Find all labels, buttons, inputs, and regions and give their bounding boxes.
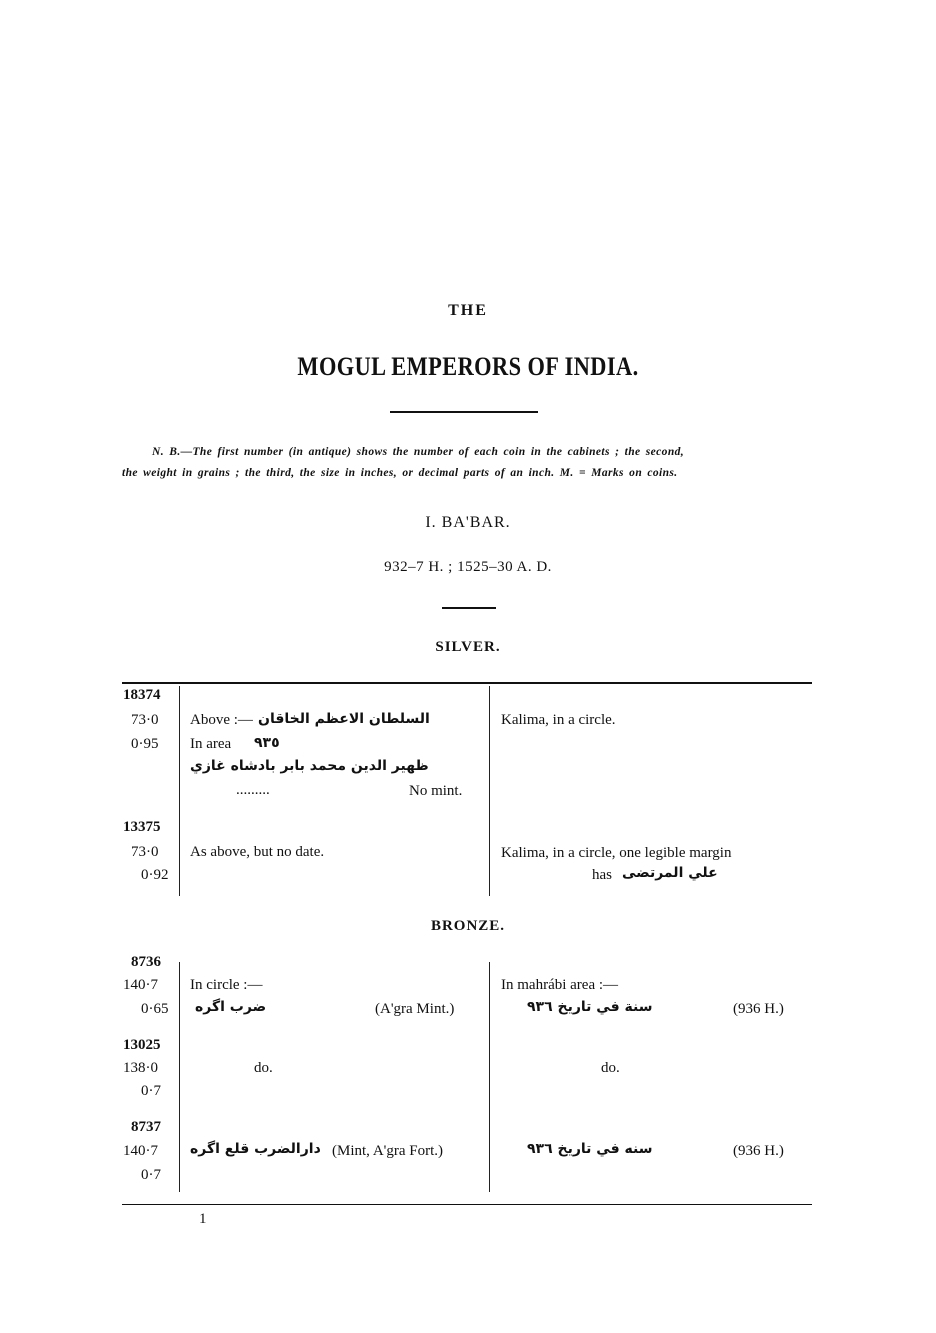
coin-number: 13375: [123, 819, 161, 835]
section-heading-silver: SILVER.: [435, 639, 501, 655]
area-arabic-legend: ظهير الدين محمد بابر بادشاه غازي: [190, 758, 429, 774]
obverse-description: As above, but no date.: [190, 844, 325, 860]
ellipsis-dots: .........: [236, 782, 270, 798]
ruler-heading: I. BA'BAR.: [425, 514, 511, 531]
coin-size: 0·7: [141, 1083, 161, 1099]
obverse-arabic-legend: ضرب اگره: [195, 999, 267, 1015]
dates-divider: [442, 607, 496, 609]
coin-number: 8736: [131, 954, 161, 970]
silver-col-divider-1: [179, 686, 180, 896]
footer-rule: [122, 1204, 812, 1205]
coin-weight: 138·0: [123, 1060, 158, 1076]
coin-size: 0·92: [141, 867, 169, 883]
reverse-arabic-legend: سنه في تاريخ ٩٣٦: [527, 1141, 653, 1157]
coin-weight: 73·0: [131, 712, 159, 728]
coin-number: 8737: [131, 1119, 161, 1135]
coin-size: 0·7: [141, 1167, 161, 1183]
reverse-date: (936 H.): [733, 1001, 784, 1017]
reverse-ditto: do.: [601, 1060, 620, 1076]
page-number: 1: [199, 1211, 207, 1227]
reverse-has-label: has: [592, 867, 612, 883]
reign-dates: 932–7 H. ; 1525–30 A. D.: [384, 559, 552, 575]
coin-weight: 140·7: [123, 977, 158, 993]
obverse-label: Above :—: [190, 712, 253, 728]
reverse-arabic-margin: علي المرتضى: [622, 865, 718, 881]
coin-size: 0·95: [131, 736, 159, 752]
reverse-description: Kalima, in a circle.: [501, 712, 616, 728]
mint-note: No mint.: [409, 783, 463, 799]
area-arabic-date: ٩٣٥: [254, 735, 280, 751]
coin-weight: 73·0: [131, 844, 159, 860]
reverse-label: In mahrábi area :—: [501, 977, 619, 993]
mint-note: (Mint, A'gra Fort.): [332, 1143, 444, 1159]
bronze-col-divider-2: [489, 962, 490, 1192]
silver-col-divider-2: [489, 686, 490, 896]
reverse-date: (936 H.): [733, 1143, 784, 1159]
note-line-1: N. B.—The first number (in antique) shows the number of each coin in the cabinets ; the second,: [152, 446, 685, 458]
coin-number: 18374: [123, 687, 161, 703]
title-divider: [390, 411, 538, 413]
reverse-description: Kalima, in a circle, one legible margin: [501, 845, 732, 861]
area-label: In area: [190, 736, 232, 752]
section-heading-bronze: BRONZE.: [430, 918, 506, 934]
obverse-ditto: do.: [254, 1060, 273, 1076]
page-title: MOGUL EMPERORS OF INDIA.: [297, 352, 639, 381]
coin-weight: 140·7: [123, 1143, 158, 1159]
bronze-col-divider-1: [179, 962, 180, 1192]
kicker-the: THE: [448, 302, 488, 319]
reverse-arabic-legend: سنة في تاريخ ٩٣٦: [527, 999, 653, 1015]
mint-note: (A'gra Mint.): [375, 1001, 455, 1017]
coin-number: 13025: [123, 1037, 161, 1053]
obverse-arabic-legend: السلطان الاعظم الخاقان: [258, 711, 430, 727]
obverse-label: In circle :—: [190, 977, 263, 993]
coin-size: 0·65: [141, 1001, 169, 1017]
silver-table-top-rule: [122, 682, 812, 684]
note-line-2: the weight in grains ; the third, the size in inches, or decimal parts of an inch. M. = Marks on coins.: [122, 467, 678, 479]
obverse-arabic-legend: دارالضرب قلع اگره: [190, 1141, 321, 1157]
